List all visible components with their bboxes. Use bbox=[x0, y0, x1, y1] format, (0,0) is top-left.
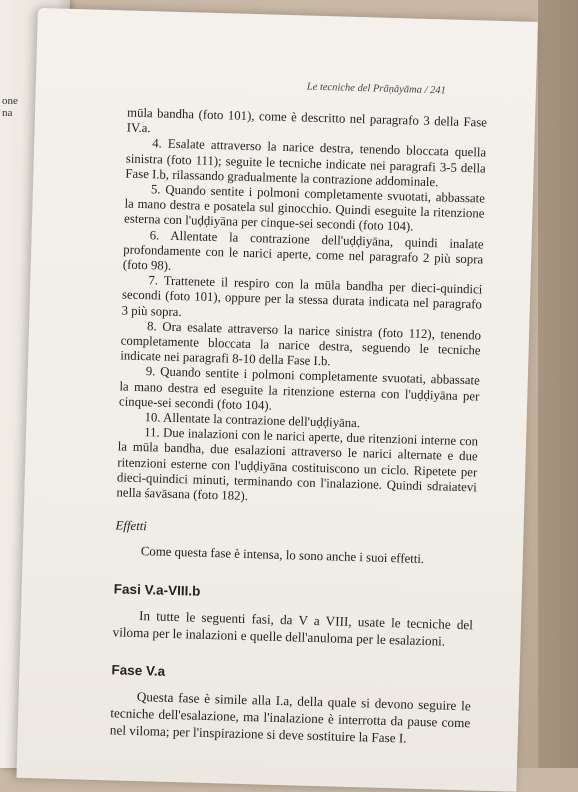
section-title: Fase V.a bbox=[111, 662, 166, 679]
section-text: Questa fase è simile alla I.a, della quale si devono seguire le tecniche dell'esalazione, ma l'inalazione è interrotta da pause come nel viloma; per l'inspirazione si deve sostituire la Fase I. bbox=[109, 689, 471, 746]
section-title: Fasi V.a-VIII.b bbox=[113, 581, 201, 599]
page-content bbox=[110, 106, 488, 749]
left-fragment-line: na bbox=[2, 107, 13, 119]
left-page-fragment bbox=[2, 95, 18, 119]
paragraph: 7. Trattenete il respiro con la mūla bandha per dieci-quindici secondi (foto 101), oppure per la stessa durata indicata nel paragrafo 3 più sopra. bbox=[121, 273, 483, 319]
paragraph: 11. Due inalazioni con le narici aperte, due ritenzioni interne con la mūla bandha, due esalazioni attraverso le narici alternate e due ritenzioni esterne con l'uḍḍiyāna costituiscono un ciclo. Ripetete per dieci-quindici minuti, terminando con l'inalazione. Quindi sdraiatevi nella śavāsana (foto 182). bbox=[116, 425, 479, 504]
paragraph: 4. Esalate attraverso la narice destra, tenendo bloccata quella sinistra (foto 111); seguite le tecniche indicate nei paragrafi 3-5 della Fase I.b, rilassando gradualmente la contrazione addominale. bbox=[125, 136, 487, 190]
effetti-text: Come questa fase è intensa, lo sono anche i suoi effetti. bbox=[140, 544, 425, 567]
paragraph: 8. Ora esalate attraverso la narice sinistra (foto 112), tenendo completamente bloccata la narice destra, seguendo le tecniche indicate nei paragrafi 8-10 della Fase I.b. bbox=[120, 319, 482, 369]
effetti-heading: Effetti bbox=[115, 518, 148, 534]
left-fragment-line: one bbox=[2, 95, 18, 107]
table-background bbox=[538, 0, 578, 768]
running-header: Le tecniche del Prāṇāyāma / 241 bbox=[306, 81, 446, 97]
paragraph: mūla bandha (foto 101), come è descritto nel paragrafo 3 della Fase IV.a. bbox=[126, 105, 488, 136]
paragraph: 5. Quando sentite i polmoni completamente svuotati, abbassate la mano destra e posatela sul ginocchio. Quindi eseguite la ritenzione esterna con l'uḍḍiyāna per cinque-sei secondi (foto 104). bbox=[123, 182, 486, 234]
section-text: In tutte le seguenti fasi, da V a VIII, usate le tecniche del viloma per le inalazioni e quelle dell'anuloma per le esalazioni. bbox=[112, 607, 474, 649]
paragraph: 6. Allentate la contrazione dell'uḍḍiyāna, quindi inalate profondamente con le narici aperte, come nel paragrafo 2 più sopra (foto 98). bbox=[122, 227, 484, 273]
paragraph: 10. Allentate la contrazione dell'uḍḍiyāna. bbox=[144, 410, 361, 431]
right-page bbox=[17, 8, 538, 792]
paragraph: 9. Quando sentite i polmoni completamente svuotati, abbassate la mano destra ed eseguite la ritenzione esterna con l'uḍḍiyāna per cinque-sei secondi (foto 104). bbox=[118, 364, 480, 413]
